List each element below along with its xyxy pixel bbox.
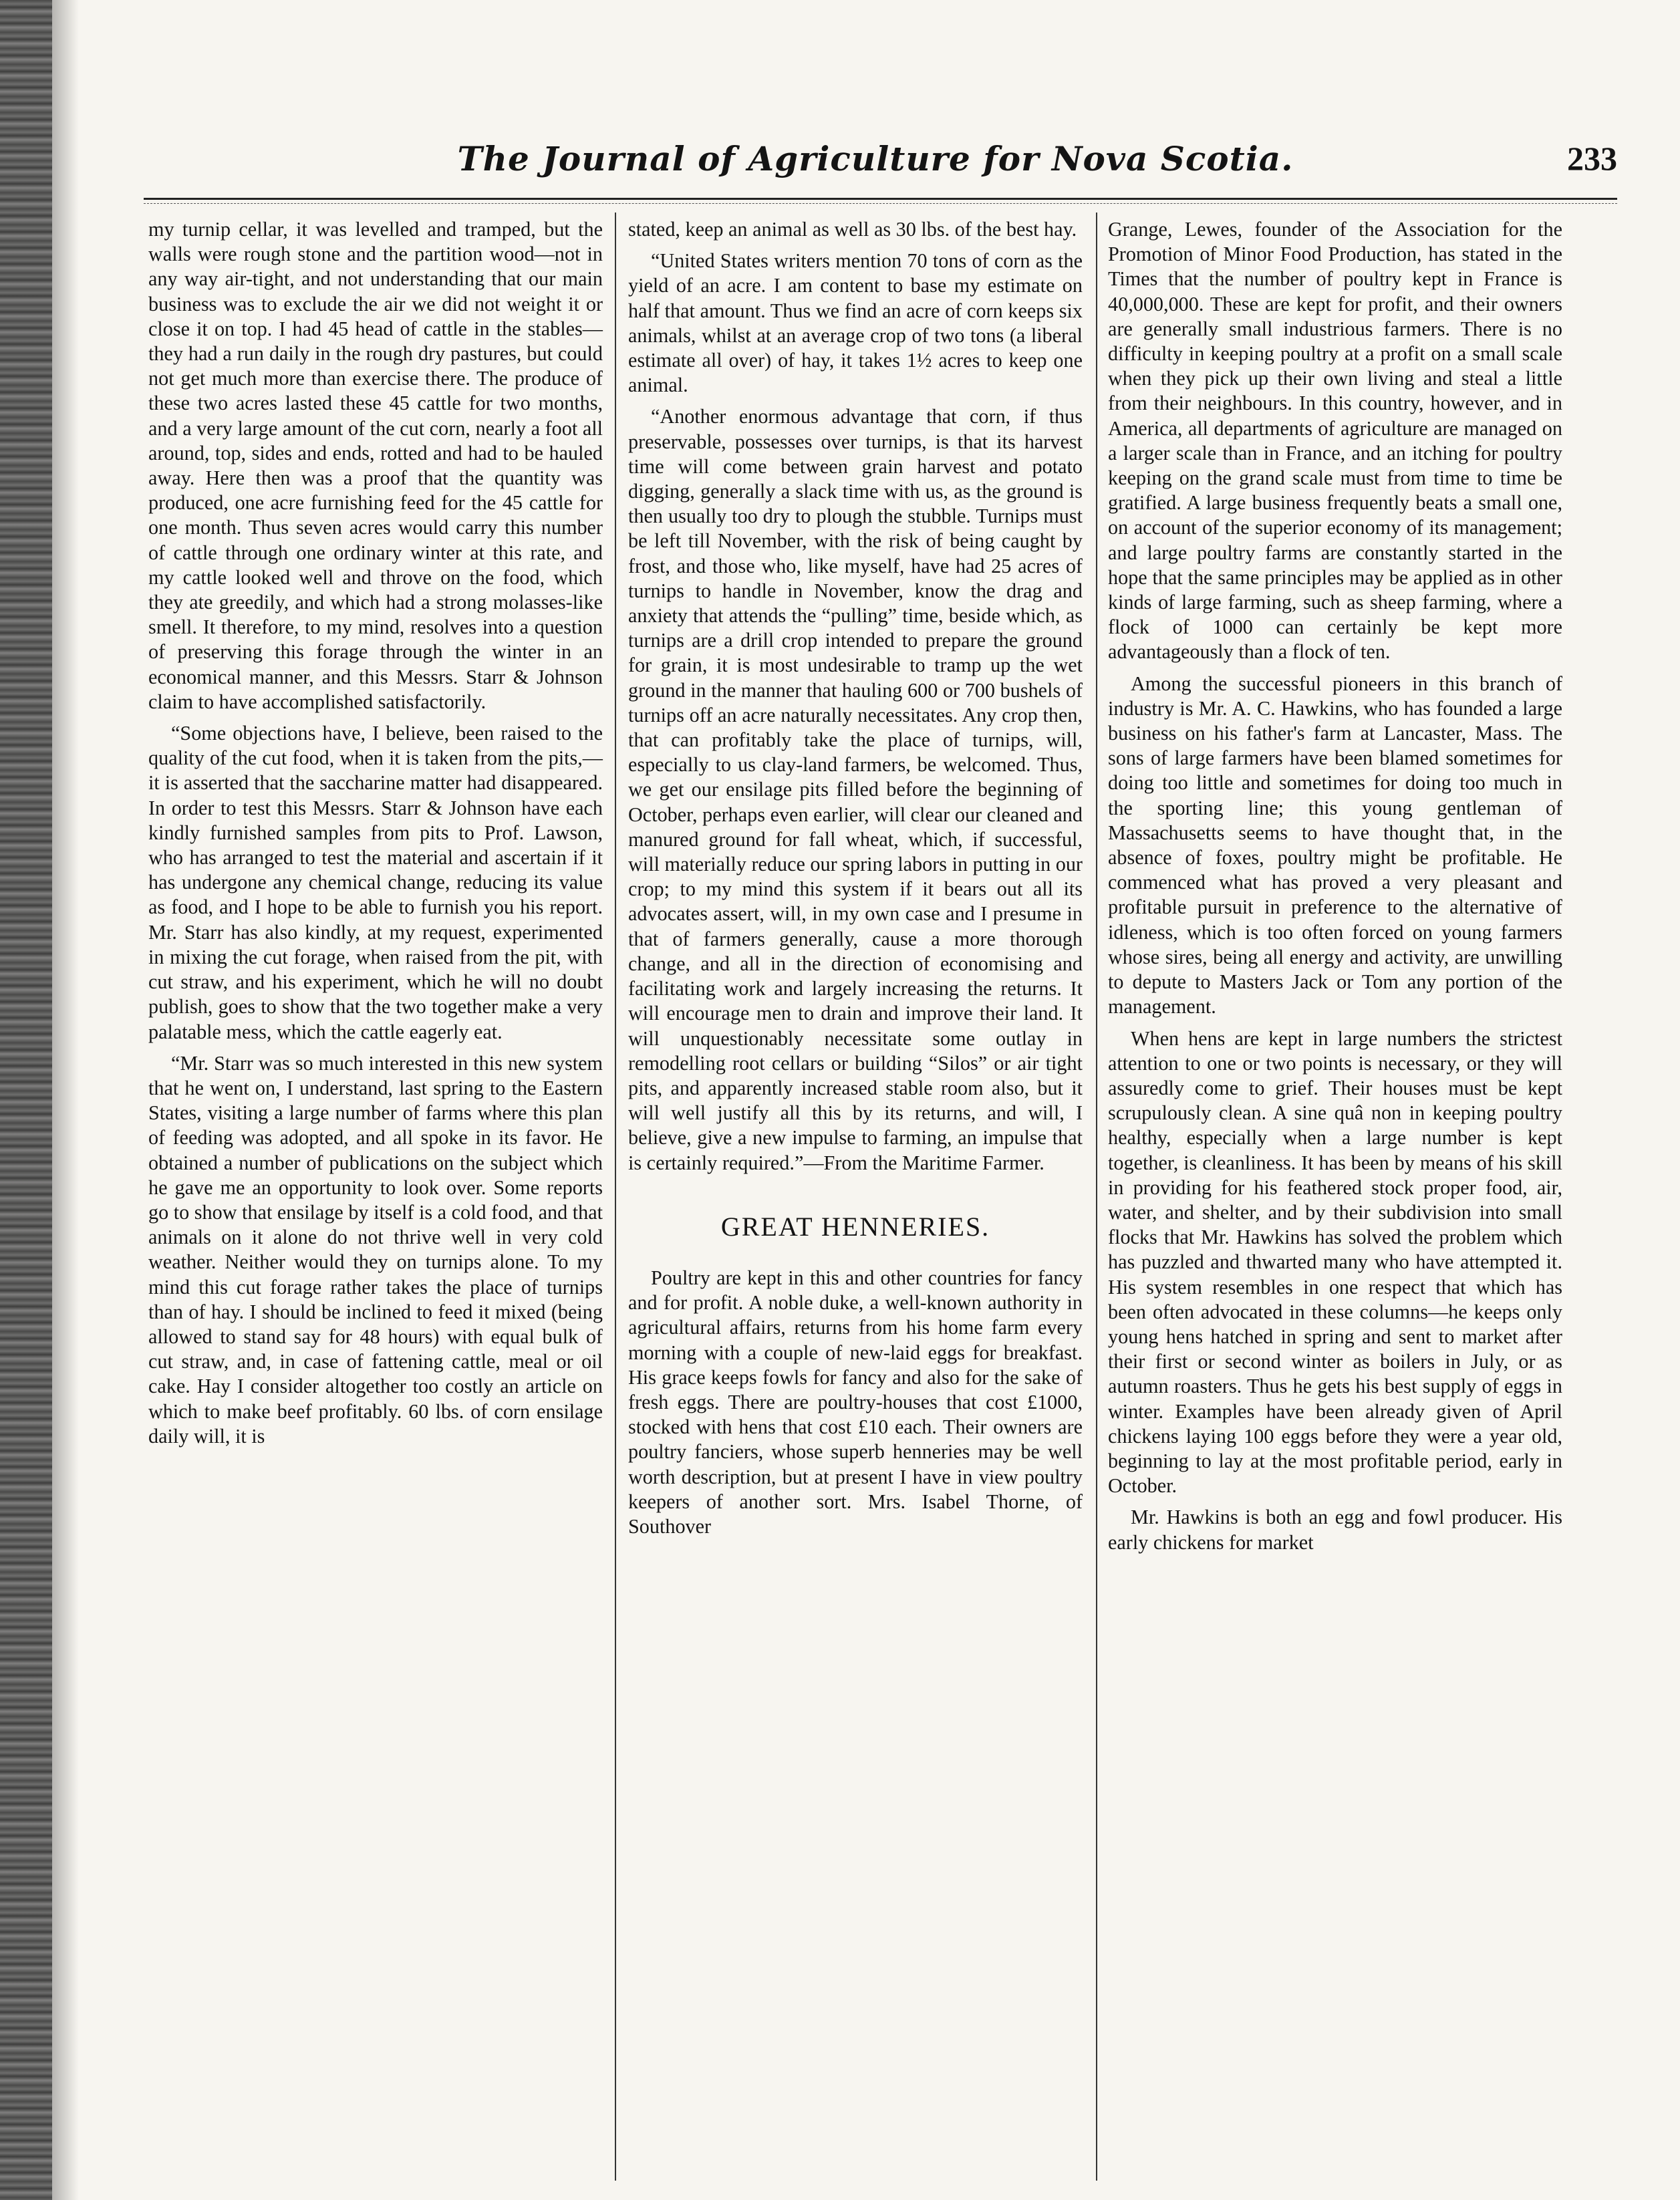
column-divider xyxy=(615,213,616,2181)
paragraph: “Mr. Starr was so much interested in this new system that he went on, I understand, last spring to the Eastern States, visiting a large number of farms where this plan of feeding was adopted, and all spoke in its favor. He obtained a number of publications on the subject which he gave me an opportunity to look over. Some reports go to show that ensilage by itself is a cold food, and that animals on it alone do not thrive well in very cold weather. Neither would they on turnips alone. To my mind this cut forage rather takes the place of turnips than of hay. I should be inclined to feed it mixed (being allowed to stand say for 48 hours) with equal bulk of cut straw, and, in case of fattening cattle, meal or oil cake. Hay I consider altogether too costly an article on which to make beef profitably. 60 lbs. of corn ensilage daily will, it is xyxy=(148,1051,603,1448)
binding-shadow xyxy=(52,0,79,2200)
paragraph: Poultry are kept in this and other countries for fancy and for profit. A noble duke, a well-known authority in agricultural affairs, returns from his home farm every morning with a couple of new-laid eggs for breakfast. His grace keeps fowls for fancy and also for the sake of fresh eggs. There are poultry-houses that cost £1000, stocked with hens that cost £10 each. Their owners are poultry fanciers, whose superb henneries may be well worth description, but at present I have in view poultry keepers of another sort. Mrs. Isabel Thorne, of Southover xyxy=(628,1266,1083,1538)
paragraph: Among the successful pioneers in this branch of industry is Mr. A. C. Hawkins, who has founded a large business on his father's farm at Lancaster, Mass. The sons of large farmers have been blamed sometimes for doing too little and sometimes for doing too much in the sporting line; this young gentleman of Massachusetts seems to have thought that, in the absence of foxes, poultry might be profitable. He commenced what has proved a very pleasant and profitable pursuit in preference to the alternative of idleness, which is too often forced on young farmers whose sires, being all energy and activity, are unwilling to depute to Masters Jack or Tom any portion of the management. xyxy=(1108,672,1562,1018)
header-rule-dashed xyxy=(144,203,1617,204)
paragraph: Mr. Hawkins is both an egg and fowl producer. His early chickens for market xyxy=(1108,1506,1562,1554)
paragraph: When hens are kept in large numbers the strictest attention to one or two points is necessary, or they will assuredly come to grief. Their houses must be kept scrupulously clean. A sine quâ non in keeping poultry healthy, especially when a large number is kept together, is cleanliness. It has been by means of his skill in providing for his feathered stock proper food, air, water, and shelter, and by their subdivision into small flocks that Mr. Hawkins has solved the problem which has puzzled and thwarted many who have attempted it. His system resembles in one respect that which has been often advocated in these columns—he keeps only young hens hatched in spring and sent to market after their first or second winter as boilers in July, or as autumn roasters. Thus he gets his best supply of eggs in winter. Examples have been already given of April chickens laying 100 eggs before they were a year old, beginning to lay at the most profitable period, early in October. xyxy=(1108,1026,1562,1498)
column-1 xyxy=(148,217,603,2175)
column-3 xyxy=(1108,217,1562,2175)
column-2 xyxy=(628,217,1083,2175)
paragraph: “Another enormous advantage that corn, if thus preservable, possesses over turnips, is that its harvest time will come between grain harvest and potato digging, generally a slack time with us, as the ground is then usually too dry to plough the stubble. Turnips must be left till November, with the risk of being caught by frost, and those who, like myself, have had 25 acres of turnips to handle in November, know the drag and anxiety that attends the “pulling” time, beside which, as turnips are a drill crop intended to prepare the ground for grain, it is most undesirable to tramp up the wet ground in the manner that hauling 600 or 700 bushels of turnips off an acre naturally necessitates. Any crop then, that can profitably take the place of turnips, will, especially to us clay-land farmers, be welcomed. Thus, we get our ensilage pits filled before the beginning of October, perhaps even earlier, will clear our cleaned and manured ground for fall wheat, which, if successful, will materially reduce our spring labors in putting in our crop; to my mind this system if it bears out all its advocates assert, will, in my own case and I presume in that of farmers generally, cause a more thorough change, and all in the direction of economising and facilitating work and largely increasing the returns. It will encourage men to drain and improve their land. It will unquestionably necessitate some outlay in remodelling root cellars or building “Silos” or air tight pits, and apparently increased stable room also, but it will well justify all this by its returns, and will, I believe, give a new impulse to farming, an impulse that is certainly required.”—From the Maritime Farmer. xyxy=(628,405,1083,1174)
column-divider xyxy=(1096,213,1097,2181)
journal-title: The Journal of Agriculture for Nova Scotia. xyxy=(457,139,1294,178)
paragraph: my turnip cellar, it was levelled and tramped, but the walls were rough stone and the partition wood—not in any way air-tight, and not understanding that our main business was to exclude the air we did not weight it or close it on top. I had 45 head of cattle in the stables—they had a run daily in the rough dry pastures, but could not get much more than exercise there. The produce of these two acres lasted these 45 cattle for two months, and a very large amount of the cut corn, nearly a foot all around, top, sides and ends, rotted and had to be hauled away. Here then was a proof that the quantity was produced, one acre furnishing feed for the 45 cattle for one month. Thus seven acres would carry this number of cattle through one ordinary winter at this rate, and my cattle looked well and throve on the food, which they ate greedily, and which had a strong molasses-like smell. It therefore, to my mind, resolves into a question of preserving this forage through the winter in an economical manner, and this Messrs. Starr & Johnson claim to have accomplished satisfactorily. xyxy=(148,218,603,713)
paragraph: stated, keep an animal as well as 30 lbs. of the best hay. xyxy=(628,218,1077,241)
article-title: GREAT HENNERIES. xyxy=(720,1211,990,1242)
running-header xyxy=(134,134,1617,194)
paragraph: Grange, Lewes, founder of the Association for the Promotion of Minor Food Production, has stated in the Times that the number of poultry kept in France is 40,000,000. These are kept for profit, and their owners are generally small industrious farmers. There is no difficulty in keeping poultry at a profit on a small scale when they pick up their own living and steal a little from their neighbours. In this country, however, and in America, all departments of agriculture are managed on a larger scale than in France, and an itching for poultry keeping on the grand scale must from time to time be gratified. A large business frequently beats a small one, on account of the superior economy of its management; and large poultry farms are constantly started in the hope that the same principles may be applied as in other kinds of large farming, such as sheep farming, where a flock of 1000 can certainly be kept more advantageously than a flock of ten. xyxy=(1108,218,1562,664)
header-rule xyxy=(144,198,1617,200)
paragraph: “United States writers mention 70 tons of corn as the yield of an acre. I am content to base my estimate on half that amount. Thus we find an acre of corn keeps six animals, whilst at an average crop of two tons (a liberal estimate all over) of hay, it takes 1½ acres to keep one animal. xyxy=(628,249,1083,397)
page-binding-edge xyxy=(0,0,52,2200)
paragraph: “Some objections have, I believe, been raised to the quality of the cut food, when it is taken from the pits,—it is asserted that the saccharine matter had disappeared. In order to test this Messrs. Starr & Johnson have each kindly furnished samples from pits to Prof. Lawson, who has arranged to test the material and ascertain if it has undergone any chemical change, reducing its value as food, and I hope to be able to furnish you his report. Mr. Starr has also kindly, at my request, experimented in mixing the cut forage, when raised from the pit, with cut straw, and his experiment, which he will no doubt publish, goes to show that the two together make a very palatable mess, which the cattle eagerly eat. xyxy=(148,722,603,1043)
page-number: 233 xyxy=(1567,140,1617,177)
